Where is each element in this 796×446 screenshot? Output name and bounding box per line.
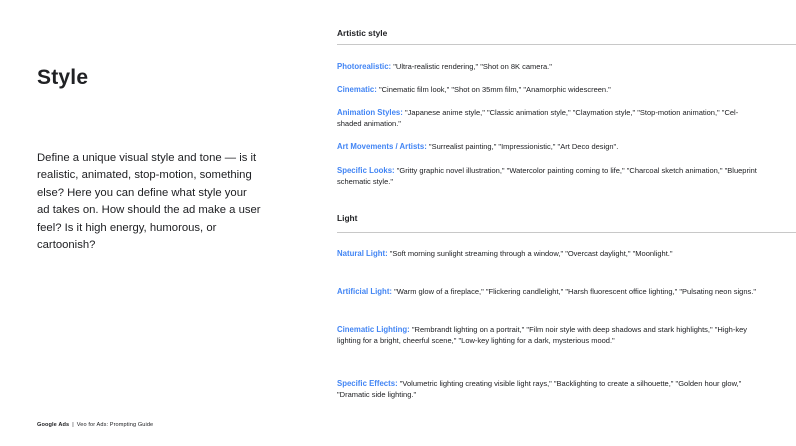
item-label: Artificial Light:: [337, 287, 393, 296]
intro-paragraph: Define a unique visual style and tone — is it realistic, animated, stop-motion, something else? Here you can define what style your ad takes on. How should the ad make a user feel? Is it high energy, humorous, or cartoonish?: [37, 152, 261, 252]
list-item-natural-light: [337, 249, 757, 260]
item-label: Specific Effects:: [337, 379, 398, 388]
list-item-photorealistic: [337, 62, 757, 73]
item-text: "Soft morning sunlight streaming through a window," "Overcast daylight," "Moonlight.": [387, 249, 673, 258]
list-item-cinematic-lighting: [337, 325, 757, 346]
list-item-specific-looks: [337, 166, 757, 187]
item-label: Specific Looks:: [337, 166, 395, 175]
item-label: Natural Light:: [337, 249, 388, 258]
item-label: Art Movements / Artists:: [337, 142, 427, 151]
item-text: "Cinematic film look," "Shot on 35mm film," "Anamorphic widescreen.": [376, 85, 611, 94]
section-heading-artistic-style: Artistic style: [337, 28, 388, 38]
item-label: Cinematic:: [337, 85, 377, 94]
page-title: Style: [37, 66, 89, 89]
list-item-artificial-light: [337, 287, 757, 298]
item-text: "Japanese anime style," "Classic animation style," "Claymation style," "Stop-motion animation," "Cel-shaded animation.": [337, 108, 739, 128]
item-label: Cinematic Lighting:: [337, 325, 410, 334]
item-text: "Ultra-realistic rendering," "Shot on 8K camera.": [391, 62, 552, 71]
section-divider: [337, 232, 796, 233]
item-text: "Gritty graphic novel illustration," "Watercolor painting coming to life," "Charcoal sketch animation," "Blueprint schematic style.": [337, 166, 757, 186]
item-text: "Warm glow of a fireplace," "Flickering candlelight," "Harsh fluorescent office lighting," "Pulsating neon signs.": [392, 287, 756, 296]
list-item-animation-styles: [337, 108, 757, 129]
list-item-specific-effects: [337, 379, 757, 400]
item-label: Photorealistic:: [337, 62, 392, 71]
list-item-art-movements: [337, 142, 757, 153]
list-item-cinematic: [337, 85, 757, 96]
footer-separator: |: [72, 422, 74, 428]
section-divider: [337, 44, 796, 45]
item-label: Animation Styles:: [337, 108, 403, 117]
footer-guide-title: Veo for Ads: Prompting Guide: [76, 422, 154, 428]
item-text: "Surrealist painting," "Impressionistic," "Art Deco design".: [426, 142, 619, 151]
footer-brand: Google Ads: [37, 422, 70, 428]
footer: [37, 422, 153, 428]
item-text: "Volumetric lighting creating visible light rays," "Backlighting to create a silhouette," "Golden hour glow," "Dramatic side lighting.": [337, 379, 742, 399]
section-heading-light: Light: [337, 213, 358, 223]
item-text: "Rembrandt lighting on a portrait," "Film noir style with deep shadows and stark highlights," "High-key lighting for a bright, cheerful scene," "Low-key lighting for a dark, mysterious mood.": [337, 325, 747, 345]
